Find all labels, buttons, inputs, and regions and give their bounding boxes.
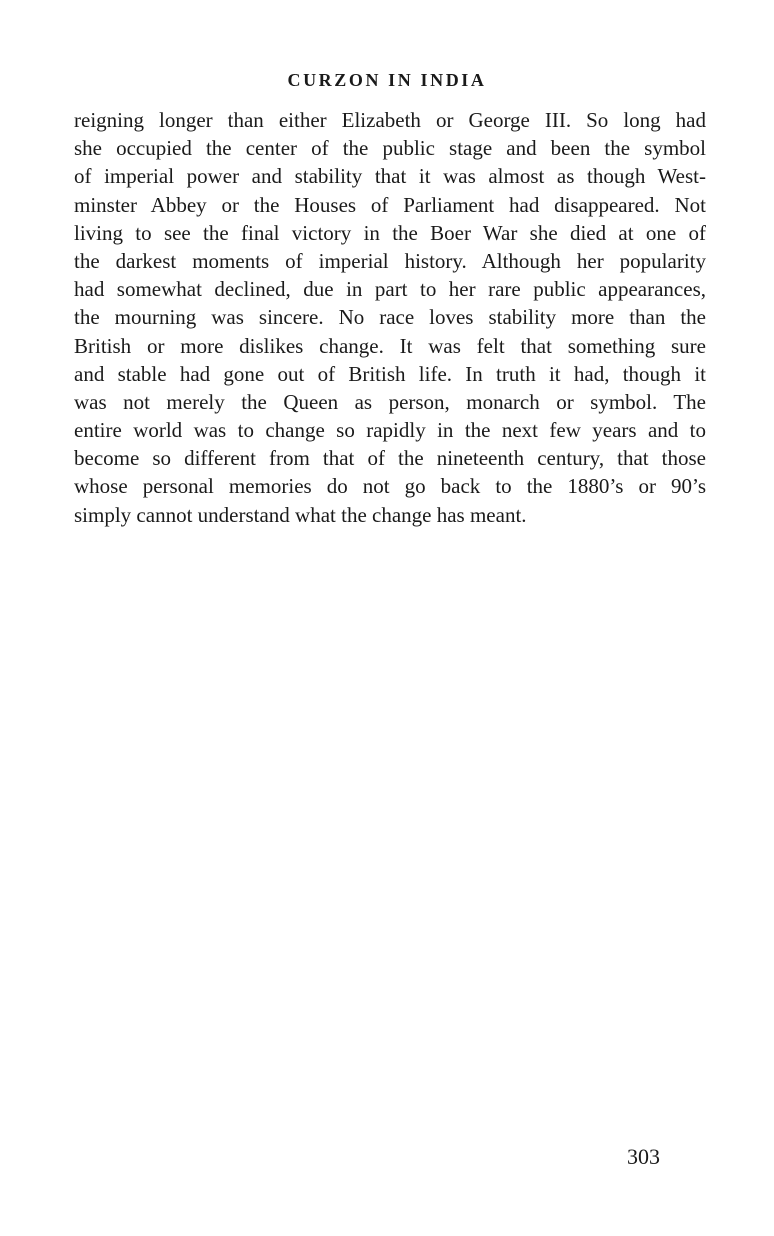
- text-line: become so different from that of the nineteenth century, that those: [74, 446, 706, 471]
- text-line: was not merely the Queen as person, monarch or symbol. The: [74, 389, 706, 414]
- body-text: [74, 106, 706, 529]
- text-line: and stable had gone out of British life. In truth it had, though it: [74, 361, 706, 386]
- text-line: the mourning was sincere. No race loves stability more than the: [74, 305, 706, 330]
- text-line: the darkest moments of imperial history. Although her popularity: [74, 248, 706, 273]
- text-line: of imperial power and stability that it was almost as though West-: [74, 164, 706, 189]
- text-line: had somewhat declined, due in part to her rare public appearances,: [74, 277, 706, 302]
- text-line: minster Abbey or the Houses of Parliament had disappeared. Not: [74, 192, 706, 217]
- text-line: she occupied the center of the public stage and been the symbol: [74, 136, 706, 161]
- text-line: reigning longer than either Elizabeth or George III. So long had: [74, 108, 706, 132]
- text-line: living to see the final victory in the Boer War she died at one of: [74, 220, 706, 245]
- text-line: British or more dislikes change. It was felt that something sure: [74, 333, 706, 358]
- text-line: whose personal memories do not go back to the 1880’s or 90’s: [74, 474, 706, 499]
- text-line: entire world was to change so rapidly in the next few years and to: [74, 418, 706, 443]
- running-head: CURZON IN INDIA: [287, 70, 487, 90]
- page-number: 303: [627, 1144, 660, 1169]
- text-line-last: simply cannot understand what the change has meant.: [74, 502, 527, 527]
